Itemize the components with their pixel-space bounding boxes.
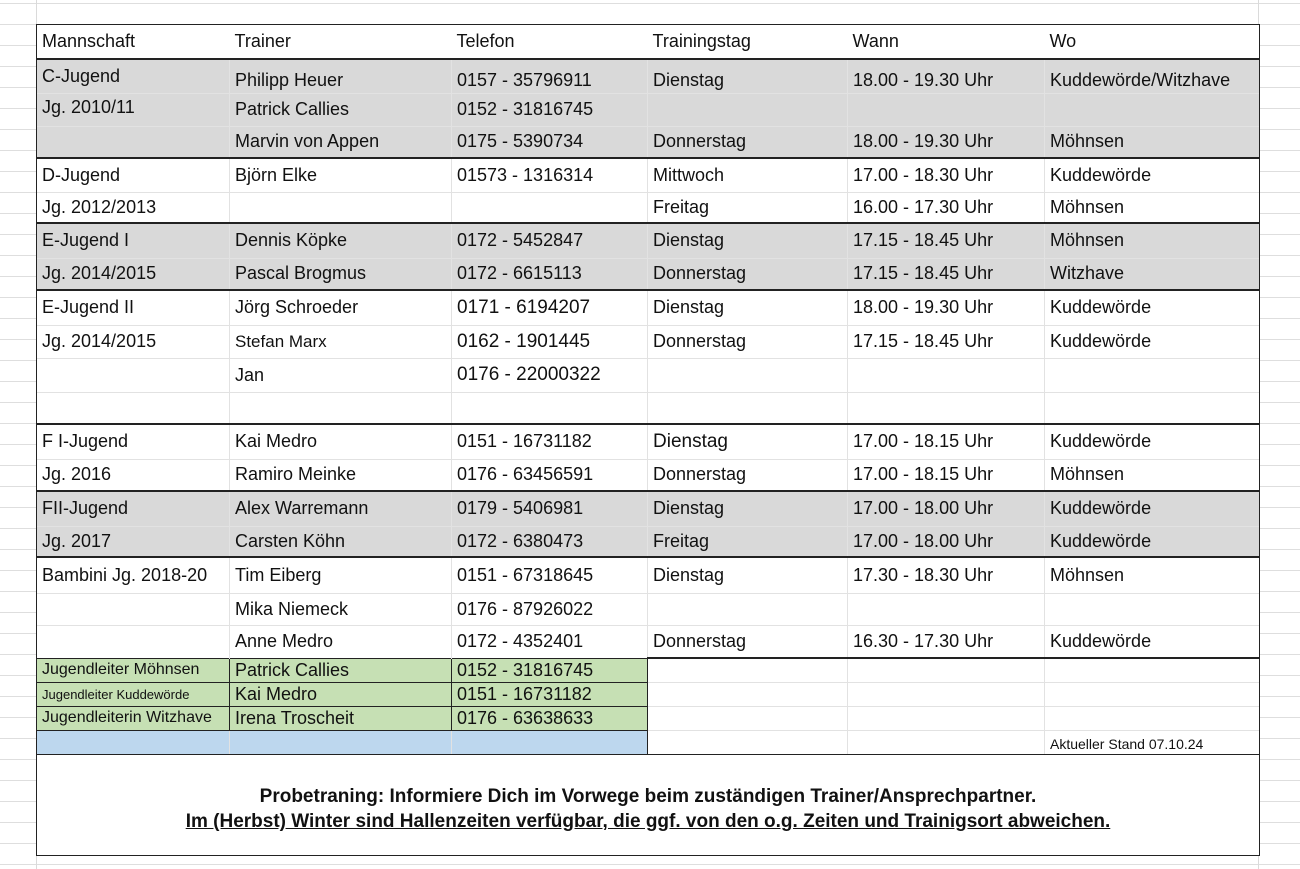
team-group-d-jugend xyxy=(37,158,1260,223)
current-status-date[interactable]: Aktueller Stand 07.10.24 xyxy=(1045,730,1260,754)
leader-role[interactable]: Jugendleiter Möhnsen xyxy=(37,658,230,682)
empty-cell[interactable] xyxy=(848,682,1045,706)
table-row xyxy=(37,258,1260,290)
cell-day[interactable] xyxy=(648,392,848,424)
leader-phone[interactable]: 0151 - 16731182 xyxy=(452,682,648,706)
cell-day[interactable]: Donnerstag xyxy=(648,625,848,658)
cell-trainer[interactable] xyxy=(230,192,452,223)
cell-day[interactable] xyxy=(648,93,848,126)
cell-place[interactable] xyxy=(1045,392,1260,424)
leader-phone[interactable]: 0152 - 31816745 xyxy=(452,658,648,682)
cell-phone[interactable]: 0176 - 87926022 xyxy=(452,593,648,625)
cell-phone[interactable]: 0172 - 5452847 xyxy=(452,223,648,258)
cell-day[interactable]: Donnerstag xyxy=(648,325,848,358)
footer-notice[interactable] xyxy=(37,754,1260,855)
cell-trainer[interactable]: Björn Elke xyxy=(230,158,452,192)
cell-day[interactable] xyxy=(648,358,848,392)
cell-phone[interactable]: 0171 - 6194207 xyxy=(452,290,648,325)
cell-day[interactable]: Donnerstag xyxy=(648,459,848,491)
cell-place[interactable]: Kuddewörde xyxy=(1045,625,1260,658)
winter-hall-note: Im (Herbst) Winter sind Hallenzeiten verfügbar, die ggf. von den o.g. Zeiten und Trainigsort abweichen. xyxy=(185,811,1111,832)
cell-trainer[interactable]: Alex Warremann xyxy=(230,491,452,526)
cell-day[interactable]: Dienstag xyxy=(648,290,848,325)
cell-trainer[interactable]: Anne Medro xyxy=(230,625,452,658)
cell-time[interactable]: 17.00 - 18.15 Uhr xyxy=(848,459,1045,491)
cell-trainer[interactable] xyxy=(230,392,452,424)
header-row xyxy=(37,25,1260,60)
cell-day[interactable]: Dienstag xyxy=(648,557,848,593)
cell-day[interactable] xyxy=(648,593,848,625)
cell-team[interactable]: F I-Jugend xyxy=(37,424,230,459)
cell-team[interactable]: Jg. 2017 xyxy=(37,526,230,557)
cell-time[interactable]: 18.00 - 19.30 Uhr xyxy=(848,290,1045,325)
header-phone[interactable]: Telefon xyxy=(452,25,648,60)
empty-cell[interactable] xyxy=(1045,658,1260,682)
cell-time[interactable]: 18.00 - 19.30 Uhr xyxy=(848,59,1045,93)
cell-phone[interactable]: 0176 - 63456591 xyxy=(452,459,648,491)
team-group-f-2-jugend xyxy=(37,491,1260,557)
table-row xyxy=(37,557,1260,593)
empty-cell[interactable] xyxy=(648,682,848,706)
cell-team[interactable]: Jg. 2014/2015 xyxy=(37,325,230,358)
cell-time[interactable] xyxy=(848,93,1045,126)
cell-time[interactable]: 17.30 - 18.30 Uhr xyxy=(848,557,1045,593)
cell-place[interactable]: Kuddewörde xyxy=(1045,158,1260,192)
cell-place[interactable]: Kuddewörde xyxy=(1045,290,1260,325)
header-team[interactable]: Mannschaft xyxy=(37,25,230,60)
empty-cell[interactable] xyxy=(648,730,848,754)
cell-phone[interactable]: 0151 - 16731182 xyxy=(452,424,648,459)
cell-day[interactable]: Dienstag xyxy=(648,223,848,258)
cell-time[interactable] xyxy=(848,358,1045,392)
header-time[interactable]: Wann xyxy=(848,25,1045,60)
cell-day[interactable]: Donnerstag xyxy=(648,126,848,158)
youth-leader-row xyxy=(37,706,1260,730)
empty-cell[interactable] xyxy=(848,730,1045,754)
table-row xyxy=(37,223,1260,258)
cell-time[interactable] xyxy=(848,392,1045,424)
cell-trainer[interactable]: Stefan Marx xyxy=(230,325,452,358)
cell-place[interactable]: Kuddewörde xyxy=(1045,325,1260,358)
youth-leaders-section xyxy=(37,658,1260,754)
cell-trainer[interactable]: Jan xyxy=(230,358,452,392)
cell-day[interactable]: Freitag xyxy=(648,192,848,223)
team-group-f-1-jugend xyxy=(37,424,1260,491)
cell-team[interactable] xyxy=(37,392,230,424)
cell-phone[interactable]: 0175 - 5390734 xyxy=(452,126,648,158)
cell-team[interactable]: Bambini Jg. 2018-20 xyxy=(37,557,230,593)
youth-leader-row xyxy=(37,658,1260,682)
table-row xyxy=(37,158,1260,192)
cell-time[interactable]: 16.30 - 17.30 Uhr xyxy=(848,625,1045,658)
team-group-e-jugend-2 xyxy=(37,290,1260,424)
table-row xyxy=(37,625,1260,658)
cell-place[interactable] xyxy=(1045,93,1260,126)
cell-trainer[interactable]: Tim Eiberg xyxy=(230,557,452,593)
cell-time[interactable]: 17.00 - 18.00 Uhr xyxy=(848,526,1045,557)
leader-role[interactable]: Jugendleiter Kuddewörde xyxy=(37,682,230,706)
cell-trainer[interactable]: Kai Medro xyxy=(230,424,452,459)
cell-team[interactable] xyxy=(37,126,230,158)
cell-place[interactable]: Kuddewörde xyxy=(1045,526,1260,557)
cell-day[interactable]: Dienstag xyxy=(648,424,848,459)
cell-time[interactable]: 16.00 - 17.30 Uhr xyxy=(848,192,1045,223)
cell-team[interactable] xyxy=(37,625,230,658)
cell-phone[interactable]: 0176 - 22000322 xyxy=(452,358,648,392)
table-row xyxy=(37,325,1260,358)
table-row xyxy=(37,392,1260,424)
cell-trainer[interactable]: Mika Niemeck xyxy=(230,593,452,625)
empty-cell[interactable] xyxy=(848,658,1045,682)
table-row xyxy=(37,192,1260,223)
header-trainer[interactable]: Trainer xyxy=(230,25,452,60)
cell-phone[interactable]: 0172 - 6615113 xyxy=(452,258,648,290)
table-row xyxy=(37,290,1260,325)
cell-place[interactable]: Witzhave xyxy=(1045,258,1260,290)
cell-trainer[interactable]: Carsten Köhn xyxy=(230,526,452,557)
cell-place[interactable]: Kuddewörde xyxy=(1045,491,1260,526)
cell-place[interactable]: Möhnsen xyxy=(1045,126,1260,158)
blue-cell[interactable] xyxy=(37,730,230,754)
cell-phone[interactable]: 0157 - 35796911 xyxy=(452,59,648,93)
cell-phone[interactable]: 0172 - 4352401 xyxy=(452,625,648,658)
training-schedule-table xyxy=(36,24,1260,856)
table-row xyxy=(37,126,1260,158)
empty-cell[interactable] xyxy=(1045,706,1260,730)
cell-place[interactable] xyxy=(1045,358,1260,392)
cell-team[interactable]: C-Jugend xyxy=(37,59,230,93)
cell-place[interactable]: Kuddewörde xyxy=(1045,424,1260,459)
cell-team[interactable]: D-Jugend xyxy=(37,158,230,192)
cell-place[interactable]: Möhnsen xyxy=(1045,223,1260,258)
leader-phone[interactable]: 0176 - 63638633 xyxy=(452,706,648,730)
table-row xyxy=(37,459,1260,491)
cell-team[interactable]: Jg. 2012/2013 xyxy=(37,192,230,223)
cell-phone[interactable]: 01573 - 1316314 xyxy=(452,158,648,192)
cell-team[interactable]: E-Jugend I xyxy=(37,223,230,258)
cell-trainer[interactable]: Pascal Brogmus xyxy=(230,258,452,290)
leader-name[interactable]: Kai Medro xyxy=(230,682,452,706)
cell-team[interactable]: Jg. 2014/2015 xyxy=(37,258,230,290)
cell-trainer[interactable]: Jörg Schroeder xyxy=(230,290,452,325)
cell-team[interactable]: FII-Jugend xyxy=(37,491,230,526)
cell-day[interactable]: Dienstag xyxy=(648,491,848,526)
cell-day[interactable]: Donnerstag xyxy=(648,258,848,290)
cell-place[interactable]: Kuddewörde/Witzhave xyxy=(1045,59,1260,93)
leader-role[interactable]: Jugendleiterin Witzhave xyxy=(37,706,230,730)
youth-leader-row xyxy=(37,682,1260,706)
cell-time[interactable]: 17.00 - 18.15 Uhr xyxy=(848,424,1045,459)
cell-time[interactable]: 17.15 - 18.45 Uhr xyxy=(848,223,1045,258)
cell-time[interactable]: 17.15 - 18.45 Uhr xyxy=(848,325,1045,358)
table-row xyxy=(37,526,1260,557)
empty-cell[interactable] xyxy=(648,706,848,730)
cell-team[interactable] xyxy=(37,358,230,392)
cell-place[interactable]: Möhnsen xyxy=(1045,192,1260,223)
table-row xyxy=(37,491,1260,526)
cell-place[interactable]: Möhnsen xyxy=(1045,459,1260,491)
cell-phone[interactable]: 0151 - 67318645 xyxy=(452,557,648,593)
table-row xyxy=(37,93,1260,126)
cell-time[interactable]: 17.00 - 18.00 Uhr xyxy=(848,491,1045,526)
table-row xyxy=(37,424,1260,459)
cell-phone[interactable]: 0172 - 6380473 xyxy=(452,526,648,557)
team-group-bambini xyxy=(37,557,1260,658)
cell-day[interactable]: Mittwoch xyxy=(648,158,848,192)
cell-phone[interactable]: 0152 - 31816745 xyxy=(452,93,648,126)
leader-name[interactable]: Irena Troscheit xyxy=(230,706,452,730)
cell-time[interactable]: 17.15 - 18.45 Uhr xyxy=(848,258,1045,290)
cell-team[interactable] xyxy=(37,593,230,625)
leader-name[interactable]: Patrick Callies xyxy=(230,658,452,682)
cell-phone[interactable] xyxy=(452,392,648,424)
cell-team[interactable]: Jg. 2010/11 xyxy=(37,93,230,126)
cell-place[interactable] xyxy=(1045,593,1260,625)
cell-trainer[interactable]: Dennis Köpke xyxy=(230,223,452,258)
cell-trainer[interactable]: Patrick Callies xyxy=(230,93,452,126)
cell-phone[interactable]: 0179 - 5406981 xyxy=(452,491,648,526)
cell-time[interactable]: 18.00 - 19.30 Uhr xyxy=(848,126,1045,158)
cell-day[interactable]: Freitag xyxy=(648,526,848,557)
cell-time[interactable] xyxy=(848,593,1045,625)
blue-cell[interactable] xyxy=(230,730,452,754)
blue-row xyxy=(37,730,1260,754)
cell-phone[interactable]: 0162 - 1901445 xyxy=(452,325,648,358)
table-row xyxy=(37,593,1260,625)
team-group-e-jugend-1 xyxy=(37,223,1260,290)
trial-training-note: Probetraning: Informiere Dich im Vorwege beim zuständigen Trainer/Ansprechpartner. xyxy=(259,786,1037,807)
cell-place[interactable]: Möhnsen xyxy=(1045,557,1260,593)
header-place[interactable]: Wo xyxy=(1045,25,1260,60)
team-group-c-jugend xyxy=(37,59,1260,158)
cell-trainer[interactable]: Ramiro Meinke xyxy=(230,459,452,491)
cell-trainer[interactable]: Marvin von Appen xyxy=(230,126,452,158)
empty-cell[interactable] xyxy=(648,658,848,682)
cell-team[interactable]: E-Jugend II xyxy=(37,290,230,325)
cell-trainer[interactable]: Philipp Heuer xyxy=(230,59,452,93)
blue-cell[interactable] xyxy=(452,730,648,754)
header-day[interactable]: Trainingstag xyxy=(648,25,848,60)
table-row xyxy=(37,358,1260,392)
cell-day[interactable]: Dienstag xyxy=(648,59,848,93)
cell-team[interactable]: Jg. 2016 xyxy=(37,459,230,491)
footer-row xyxy=(37,754,1260,855)
empty-cell[interactable] xyxy=(848,706,1045,730)
empty-cell[interactable] xyxy=(1045,682,1260,706)
cell-time[interactable]: 17.00 - 18.30 Uhr xyxy=(848,158,1045,192)
table-row xyxy=(37,59,1260,93)
cell-phone[interactable] xyxy=(452,192,648,223)
